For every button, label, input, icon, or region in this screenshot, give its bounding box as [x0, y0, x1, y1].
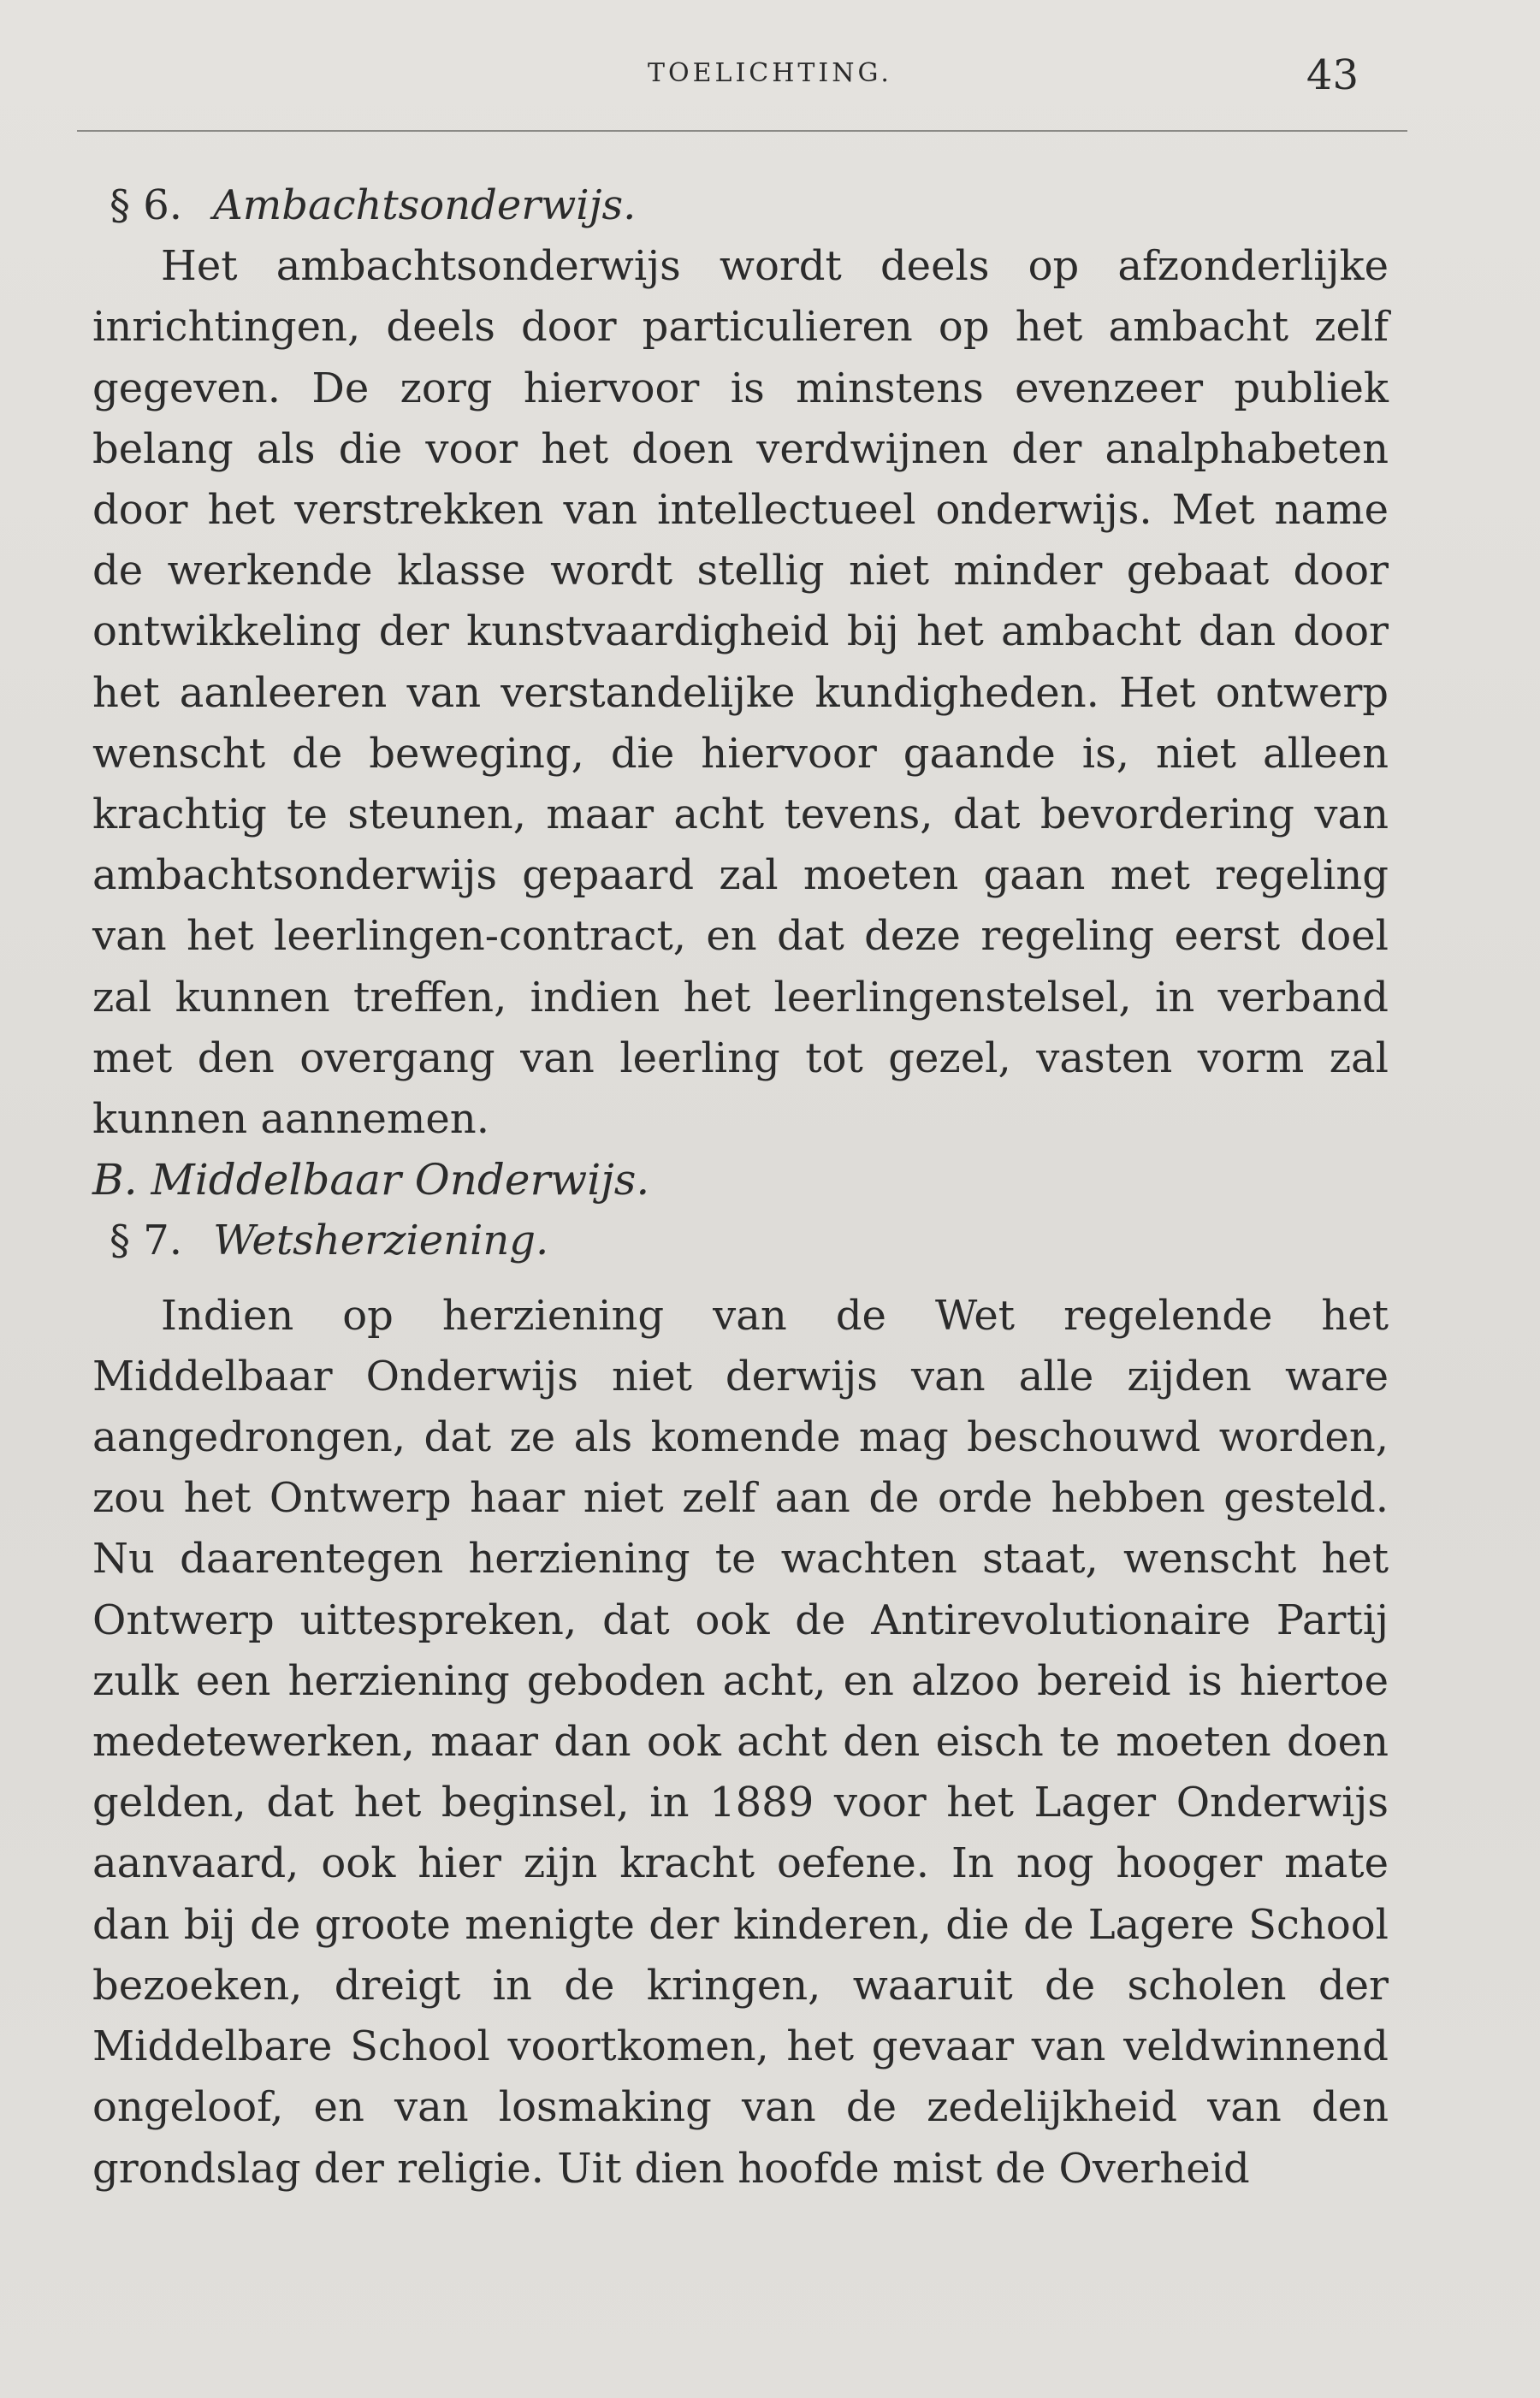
- section-6-number: § 6.: [110, 181, 183, 229]
- section-7-number: § 7.: [110, 1217, 183, 1265]
- section-7-title: Wetsherziening.: [213, 1217, 549, 1265]
- section-6-paragraph: Het ambachtsonderwijs wordt deels op afzonderlijke inrichtingen, deels door particulieren op het ambacht zelf gegeven. De zorg hiervoor is minstens evenzeer publiek belang als die voor het doen verdwijnen der analphabeten door het verstrekken van intellectueel onderwijs. Met name de werkende klasse wordt stellig niet minder gebaat door ontwikkeling der kunstvaardigheid bij het ambacht dan door het aanleeren van verstandelijke kundigheden. Het ontwerp wenscht de beweging, die hiervoor gaande is, niet alleen krachtig te steunen, maar acht tevens, dat bevordering van ambachtsonderwijs gepaard zal moeten gaan met regeling van het leerlingen-contract, en dat deze regeling eerst doel zal kunnen treffen, indien het leerlingenstelsel, in verband met den overgang van leerling tot gezel, vasten vorm zal kunnen aannemen.: [92, 242, 1389, 1144]
- section-6-heading: [92, 175, 1389, 236]
- page-header: [0, 51, 1540, 120]
- header-rule: [77, 130, 1407, 132]
- section-6-title: Ambachtsonderwijs.: [213, 181, 637, 229]
- page-number: 43: [1306, 51, 1359, 99]
- body-text: [92, 175, 1389, 2200]
- section-7-heading: [92, 1211, 1389, 1271]
- running-head: TOELICHTING.: [648, 58, 892, 88]
- section-7-paragraph: Indien op herziening van de Wet regelende het Middelbaar Onderwijs niet derwijs van alle zijden ware aangedrongen, dat ze als komende mag beschouwd worden, zou het Ontwerp haar niet zelf aan de orde hebben gesteld. Nu daarentegen herziening te wachten staat, wenscht het Ontwerp uittespreken, dat ook de Antirevolutionaire Partij zulk een herziening geboden acht, en alzoo bereid is hiertoe medetewerken, maar dan ook acht den eisch te moeten doen gelden, dat het beginsel, in 1889 voor het Lager Onderwijs aanvaard, ook hier zijn kracht oefene. In nog hooger mate dan bij de groote menigte der kinderen, die de Lagere School bezoeken, dreigt in de kringen, waaruit de scholen der Middelbare School voortkomen, het gevaar van veldwinnend ongeloof, en van losmaking van de zedelijkheid van den grondslag der religie. Uit dien hoofde mist de Overheid: [92, 1291, 1389, 2193]
- part-heading: B. Middelbaar Onderwijs.: [92, 1155, 650, 1205]
- heading-gap: [92, 1272, 1389, 1286]
